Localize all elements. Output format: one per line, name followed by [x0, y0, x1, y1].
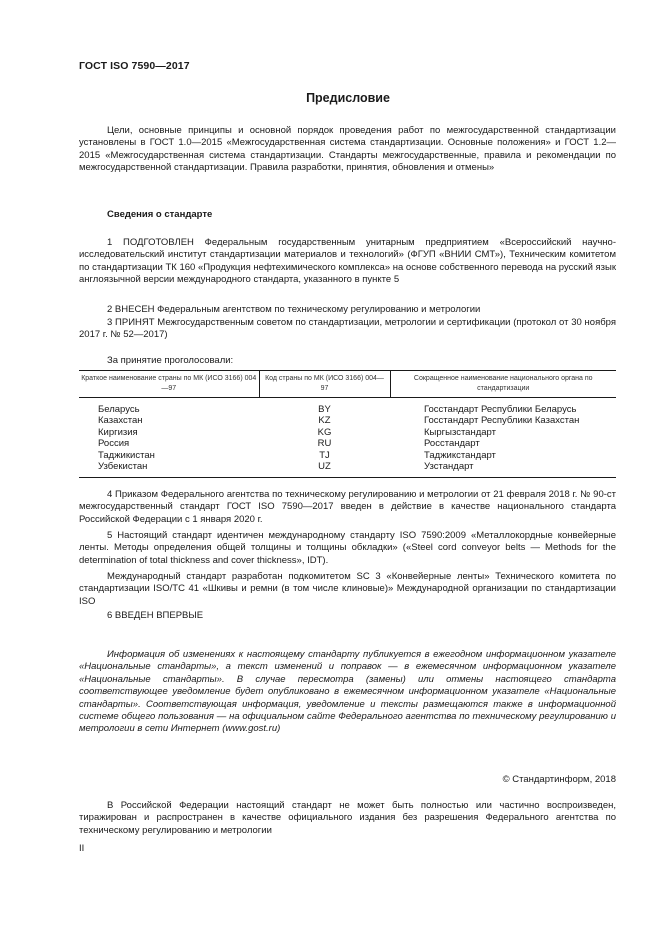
reproduction-notice-paragraph: В Российской Федерации настоящий стандарт не может быть полностью или частично воспроизведен, тиражирован и распространен в качестве официального издания без разрешения Федерального агентства по техническому регулированию и метрологии — [79, 800, 616, 836]
item-6-paragraph: 6 ВВЕДЕН ВПЕРВЫЕ — [107, 610, 204, 621]
cell-code: UZ — [259, 461, 390, 478]
page-number: II — [79, 843, 85, 854]
item-4-paragraph: 4 Приказом Федерального агентства по техническому регулированию и метрологии от 21 февраля 2018 г. № 90-ст межгосударственный стандарт ГОСТ ISO 7590—2017 введен в действие в качестве национального стандарта Российской Федерации с 1 января 2020 г. — [79, 489, 616, 525]
cell-country: Беларусь — [98, 404, 140, 415]
cell-agency: Госстандарт Республики Беларусь — [424, 404, 577, 415]
cell-country: Киргизия — [98, 426, 138, 438]
voted-label: За принятие проголосовали: — [107, 355, 234, 366]
cell-country: Казахстан — [98, 415, 143, 427]
standard-info-title: Сведения о стандарте — [107, 209, 213, 220]
table-row — [79, 398, 616, 416]
copyright-line: © Стандартинформ, 2018 — [502, 774, 616, 785]
cell-country: Узбекистан — [79, 461, 259, 478]
item-5-note-paragraph: Международный стандарт разработан подкомитетом SC 3 «Конвейерные ленты» Технического комитета по стандартизации ISO/TC 41 «Шкивы и ремни (в том числе клиновые)» Международной организации по стандартизации ISO — [79, 571, 616, 607]
cell-agency: Госстандарт Республики Казахстан — [424, 415, 580, 427]
cell-code: KZ — [318, 415, 331, 427]
table-row — [79, 461, 616, 478]
cell-agency: Таджикстандарт — [424, 449, 496, 461]
item-2-paragraph: 2 ВНЕСЕН Федеральным агентством по техническому регулированию и метрологии — [107, 304, 481, 315]
table-row — [79, 450, 616, 461]
votes-table — [79, 370, 616, 478]
votes-table-header — [79, 371, 616, 398]
notice-paragraph: Информация об изменениях к настоящему стандарту публикуется в ежегодном информационном указателе «Национальные стандарты», а текст изменений и поправок — в ежемесячном информационном указателе «Национальные стандарты». В случае пересмотра (замены) или отмены настоящего стандарта соответствующее уведомление будет опубликовано в ежемесячном информационном указателе «Национальные стандарты». Соответствующая информация, уведомление и тексты размещаются также в информационной системе общего пользования — на официальном сайте Федерального агентства по техническому регулированию и метрологии в сети Интернет (www.gost.ru) — [79, 649, 616, 735]
cell-code: BY — [318, 404, 331, 415]
table-row — [79, 438, 616, 449]
table-row — [79, 415, 616, 426]
cell-country: Таджикистан — [98, 449, 155, 461]
cell-agency: Росстандарт — [424, 438, 480, 450]
header-country-name: Краткое наименование страны по МК (ИСО 3166) 004—97 — [79, 371, 259, 398]
header-agency: Сокращенное наименование национального органа по стандартизации — [390, 371, 616, 398]
cell-code: RU — [317, 438, 332, 450]
item-3-paragraph: 3 ПРИНЯТ Межгосударственным советом по стандартизации, метрологии и сертификации (протокол от 30 ноября 2017 г. № 52—2017) — [79, 317, 616, 341]
item-5-paragraph: 5 Настоящий стандарт идентичен международному стандарту ISO 7590:2009 «Металлокордные конвейерные ленты. Методы определения общей толщины и толщины обкладки» («Steel cord conveyor belts — Methods for the determination of total thickness and cover thickness», IDT). — [79, 530, 616, 566]
table-row — [79, 427, 616, 438]
cell-code: TJ — [319, 449, 330, 461]
cell-code: KG — [317, 426, 332, 438]
header-country-code: Код страны по МК (ИСО 3166) 004—97 — [259, 371, 390, 398]
cell-country: Россия — [98, 438, 130, 450]
cell-agency: Узстандарт — [390, 461, 616, 478]
item-1-paragraph: 1 ПОДГОТОВЛЕН Федеральным государственным унитарным предприятием «Всероссийский научно-исследовательский институт стандартизации материалов и технологий» (ФГУП «ВНИИ СМТ»), Техническим комитетом по стандартизации ТК 160 «Продукция нефтехимического комплекса» на основе собственного перевода на русский язык англоязычной версии международного стандарта, указанного в пункте 5 — [79, 237, 616, 286]
cell-agency: Кыргызстандарт — [424, 426, 496, 438]
preface-intro-paragraph: Цели, основные принципы и основной порядок проведения работ по межгосударственной стандартизации установлены в ГОСТ 1.0—2015 «Межгосударственная система стандартизации. Основные положения» и ГОСТ 1.2—2015 «Межгосударственная система стандартизации. Стандарты межгосударственные, правила и рекомендации по межгосударственной стандартизации. Правила разработки, принятия, обновления и отмены» — [79, 125, 616, 174]
document-code: ГОСТ ISO 7590—2017 — [79, 60, 190, 72]
preface-title: Предисловие — [306, 91, 390, 105]
